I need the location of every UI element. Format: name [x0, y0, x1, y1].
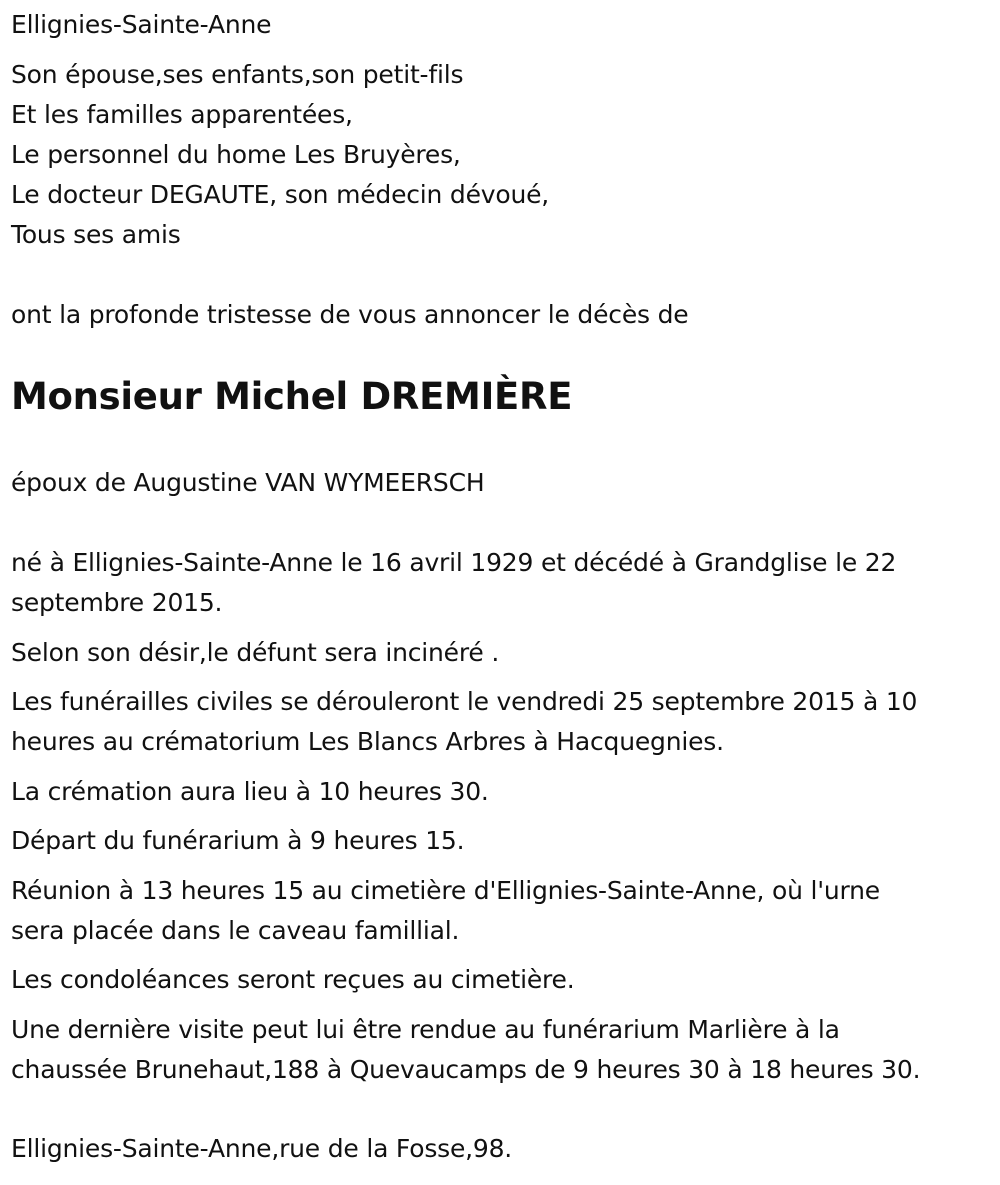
condolences-line: Les condoléances seront reçues au cimetière. [11, 965, 575, 994]
birth-death-line-2: septembre 2015. [11, 588, 223, 617]
birth-death-line-1: né à Ellignies-Sainte-Anne le 16 avril 1929 et décédé à Grandglise le 22 [11, 548, 897, 577]
deceased-name: Monsieur Michel DREMIÈRE [11, 375, 573, 418]
departure-line: Départ du funérarium à 9 heures 15. [11, 826, 465, 855]
funeral-line-1: Les funérailles civiles se dérouleront le vendredi 25 septembre 2015 à 10 [11, 687, 918, 716]
family-line-2: Et les familles apparentées, [11, 100, 353, 129]
cremation-line: La crémation aura lieu à 10 heures 30. [11, 777, 489, 806]
reunion-line-2: sera placée dans le caveau famillial. [11, 916, 460, 945]
family-line-5: Tous ses amis [11, 220, 181, 249]
wish-line: Selon son désir,le défunt sera incinéré . [11, 638, 500, 667]
announcement-text: ont la profonde tristesse de vous annoncer le décès de [11, 300, 689, 329]
family-line-3: Le personnel du home Les Bruyères, [11, 140, 461, 169]
location-header: Ellignies-Sainte-Anne [11, 10, 272, 39]
visit-line-1: Une dernière visite peut lui être rendue au funérarium Marlière à la [11, 1015, 840, 1044]
address-line: Ellignies-Sainte-Anne,rue de la Fosse,98. [11, 1134, 513, 1163]
reunion-line-1: Réunion à 13 heures 15 au cimetière d'Ellignies-Sainte-Anne, où l'urne [11, 876, 880, 905]
family-line-4: Le docteur DEGAUTE, son médecin dévoué, [11, 180, 550, 209]
spouse-line: époux de Augustine VAN WYMEERSCH [11, 468, 485, 497]
funeral-line-2: heures au crématorium Les Blancs Arbres à Hacquegnies. [11, 727, 724, 756]
family-line-1: Son épouse,ses enfants,son petit-fils [11, 60, 464, 89]
visit-line-2: chaussée Brunehaut,188 à Quevaucamps de 9 heures 30 à 18 heures 30. [11, 1055, 921, 1084]
